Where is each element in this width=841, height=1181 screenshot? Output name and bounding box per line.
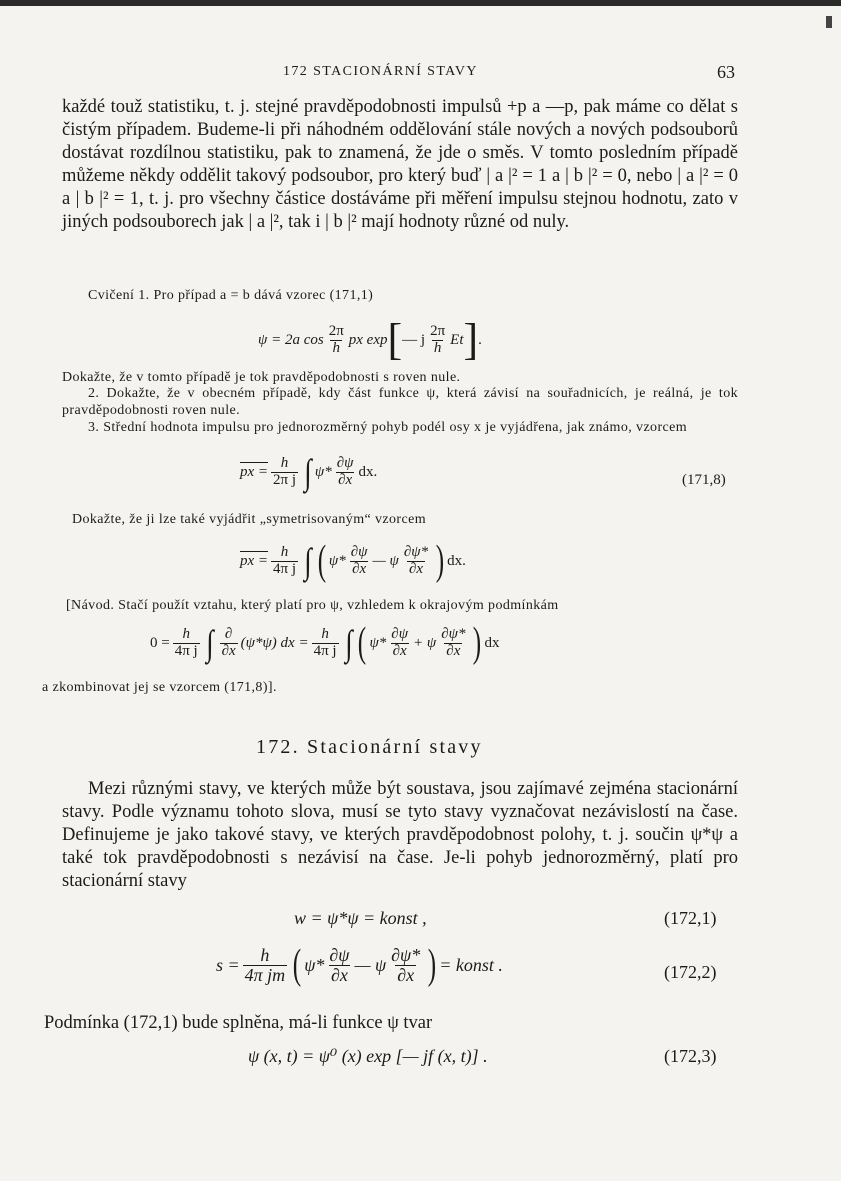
running-head: 172 STACIONÁRNÍ STAVY: [283, 64, 478, 79]
eq-ex1-inner-pre: — j: [402, 331, 426, 348]
eq-hint-f1-den: 4π j: [174, 642, 198, 659]
eq-sym-d2-den: ∂x: [408, 560, 424, 577]
integral-sign: ∫: [304, 452, 312, 492]
eq-sym-d1: [349, 545, 370, 578]
eq-sym-lhs: px =: [240, 552, 269, 569]
eq-hint-f2: [312, 627, 339, 660]
exercise-1-intro: Cvičení 1. Pro případ a = b dává vzorec (171,1): [88, 288, 374, 303]
eq-ex1-frac2: [428, 324, 447, 357]
eq-171-8-frac-den: 2π j: [273, 471, 297, 488]
integral-sign: ∫: [304, 541, 312, 581]
eq-172-2-d1-den: ∂x: [330, 964, 348, 985]
eq-sym-frac-num: h: [280, 543, 289, 560]
eq-hint-f2-num: h: [321, 625, 329, 642]
eq-sym-d1-den: ∂x: [352, 560, 367, 577]
hint: [Návod. Stačí použít vztahu, který platí pro ψ, vzhledem k okrajovým podmínkám: [66, 598, 559, 613]
eq-172-2-d1-num: ∂ψ: [329, 944, 350, 965]
eq-171-8-integrand: ψ*: [314, 463, 332, 480]
eq-hint-d-num: ∂: [224, 625, 233, 642]
eq-171-8-dfrac-den: ∂x: [338, 471, 353, 488]
eq-hint-lhs: 0 =: [150, 634, 170, 651]
eq-hint-d2-den: ∂x: [446, 642, 461, 659]
eq-ex1-frac1: [327, 324, 346, 357]
equation-172-2: [216, 944, 503, 986]
eq-172-2-d2-num: ∂ψ*: [391, 944, 421, 965]
exercise-1-after: Dokažte, že v tomto případě je tok pravděpodobnosti s roven nule.: [62, 370, 461, 385]
eq-ex1-inner-post: Et: [450, 331, 464, 348]
eq-172-2-d2-den: ∂x: [397, 964, 415, 985]
paren-open: (: [292, 942, 302, 988]
eq-ex1-frac2-den: h: [433, 339, 442, 356]
paragraph-1: každé touž statistiku, t. j. stejné pravděpodobnosti impulsů +p a —p, pak máme co dělat s čistým případem. Budeme-li při náhodném oddělování stále nových a nových podsouborů dostávat rozdílnou statistiku, pak to znamená, že jde o směs. V tomto posledním případě můžeme někdy oddělit takový podsoubor, pro který buď | a |² = 1 a | b |² = 0, nebo | a |² = 0 a | b |² = 1, t. j. pro všechny částice dostáváme při měření impulsu stejnou hodnotu, zato v jiných podsouborech jak | a |², tak i | b |² mají hodnoty různé od nuly.: [62, 97, 738, 232]
eq-hint-d2-num: ∂ψ*: [441, 625, 466, 642]
eq-ex1-lhs: ψ = 2a cos: [258, 331, 324, 348]
exercise-3: 3. Střední hodnota impulsu pro jednorozměrný pohyb podél osy x je vyjádřena, jak známo, vzorcem: [88, 420, 688, 435]
eq-171-8-frac-num: h: [280, 454, 289, 471]
paren-close: ): [435, 538, 445, 584]
hint-end: a zkombinovat jej se vzorcem (171,8)].: [42, 680, 277, 695]
paren-open: (: [317, 538, 327, 584]
eq-172-1-text: w = ψ*ψ = konst ,: [294, 908, 427, 928]
eq-sym-frac-den: 4π j: [273, 560, 297, 577]
page-edge-shadow: [0, 0, 841, 6]
eq-hint-d: [220, 627, 238, 660]
eq-hint-f1-num: h: [182, 625, 190, 642]
page-number: 63: [717, 62, 735, 82]
eq-sym-frac: [271, 545, 298, 578]
equation-172-3: [248, 1046, 488, 1067]
eq-171-8-number: (171,8): [682, 472, 726, 488]
eq-hint-tail: dx: [484, 634, 500, 651]
eq-sym-term1: ψ*: [328, 552, 346, 569]
eq-sym-tail: dx.: [447, 552, 466, 569]
eq-171-8-tail: dx.: [358, 463, 378, 480]
exercise-3-after: Dokažte, že ji lze také vyjádřit „symetrisovaným“ vzorcem: [72, 512, 426, 527]
eq-hint-d1-den: ∂x: [392, 642, 407, 659]
eq-ex1-frac2-num: 2π: [430, 322, 446, 339]
section-title: 172. Stacionární stavy: [256, 736, 483, 758]
equation-symmetrised: [240, 540, 466, 582]
eq-ex1-frac1-num: 2π: [328, 322, 344, 339]
equation-172-1: [294, 908, 427, 929]
eq-ex1-end: .: [478, 331, 482, 348]
eq-172-2-t1: ψ*: [304, 954, 325, 975]
eq-171-8-dfrac: [335, 456, 356, 489]
eq-171-8-lhs: px =: [240, 463, 269, 480]
eq-ex1-frac1-den: h: [332, 339, 340, 356]
eq-sym-d2-num: ∂ψ*: [403, 543, 429, 560]
eq-sym-minus: — ψ: [372, 552, 399, 569]
paragraph-3: Podmínka (172,1) bude splněna, má-li funkce ψ tvar: [44, 1013, 433, 1033]
paren-open: (: [358, 620, 367, 666]
eq-ex1-mid: px exp: [348, 331, 388, 348]
eq-hint-f1: [173, 627, 200, 660]
eq-ex1-bracket-open: [: [387, 315, 403, 364]
eq-sym-d2: [402, 545, 430, 578]
eq-172-2-d1: [327, 946, 351, 985]
eq-171-8-dfrac-num: ∂ψ: [336, 454, 354, 471]
integral-sign: ∫: [205, 623, 214, 663]
eq-sym-d1-num: ∂ψ: [350, 543, 368, 560]
eq-hint-d2: [439, 627, 467, 660]
eq-172-3-text: ψ (x, t) = ψ⁰ (x) exp [— jf (x, t)] .: [248, 1046, 488, 1066]
eq-hint-d-den: ∂x: [221, 642, 236, 659]
eq-hint-plus: + ψ: [413, 634, 437, 651]
exercise-2: 2. Dokažte, že v obecném případě, kdy část funkce ψ, která závisí na souřadnicích, je reálná, je tok pravděpodobnosti roven nule.: [62, 386, 738, 418]
eq-hint-d1: [389, 627, 410, 660]
eq-172-2-frac-num: h: [260, 944, 270, 965]
corner-mark: [826, 16, 832, 28]
eq-hint-t1: ψ*: [369, 634, 387, 651]
eq-172-2-minus: — ψ: [354, 954, 387, 975]
eq-171-8-frac: [271, 456, 298, 489]
eq-172-2-rhs: = konst .: [439, 954, 503, 975]
paren-close: ): [428, 942, 437, 988]
eq-172-2-lhs: s =: [216, 954, 240, 975]
eq-172-2-frac: [243, 946, 288, 985]
eq-hint-d1-num: ∂ψ: [391, 625, 409, 642]
integral-sign: ∫: [344, 623, 353, 663]
eq-172-1-number: (172,1): [664, 908, 717, 928]
eq-hint-mid: (ψ*ψ) dx =: [240, 634, 309, 651]
eq-hint-f2-den: 4π j: [313, 642, 337, 659]
equation-hint: [150, 622, 499, 664]
paren-close: ): [473, 620, 482, 666]
equation-ex1: [258, 315, 482, 364]
eq-172-2-d2: [389, 946, 422, 985]
eq-ex1-bracket-close: ]: [463, 315, 479, 364]
eq-172-3-number: (172,3): [664, 1046, 717, 1066]
eq-172-2-frac-den: 4π jm: [244, 964, 286, 985]
equation-171-8: [240, 454, 377, 490]
eq-172-2-number: (172,2): [664, 962, 717, 982]
paragraph-2: Mezi různými stavy, ve kterých může být soustava, jsou zajímavé zejména stacionární stavy. Podle významu tohoto slova, musí se tyto stavy vyznačovat nezávislostí na čase. Definujeme je jako takové stavy, ve kterých pravděpodobnost polohy, t. j. součin ψ*ψ a také tok pravděpodobnosti s nezávisí na čase. Je-li pohyb jednorozměrný, platí pro stacionární stavy: [62, 779, 738, 891]
